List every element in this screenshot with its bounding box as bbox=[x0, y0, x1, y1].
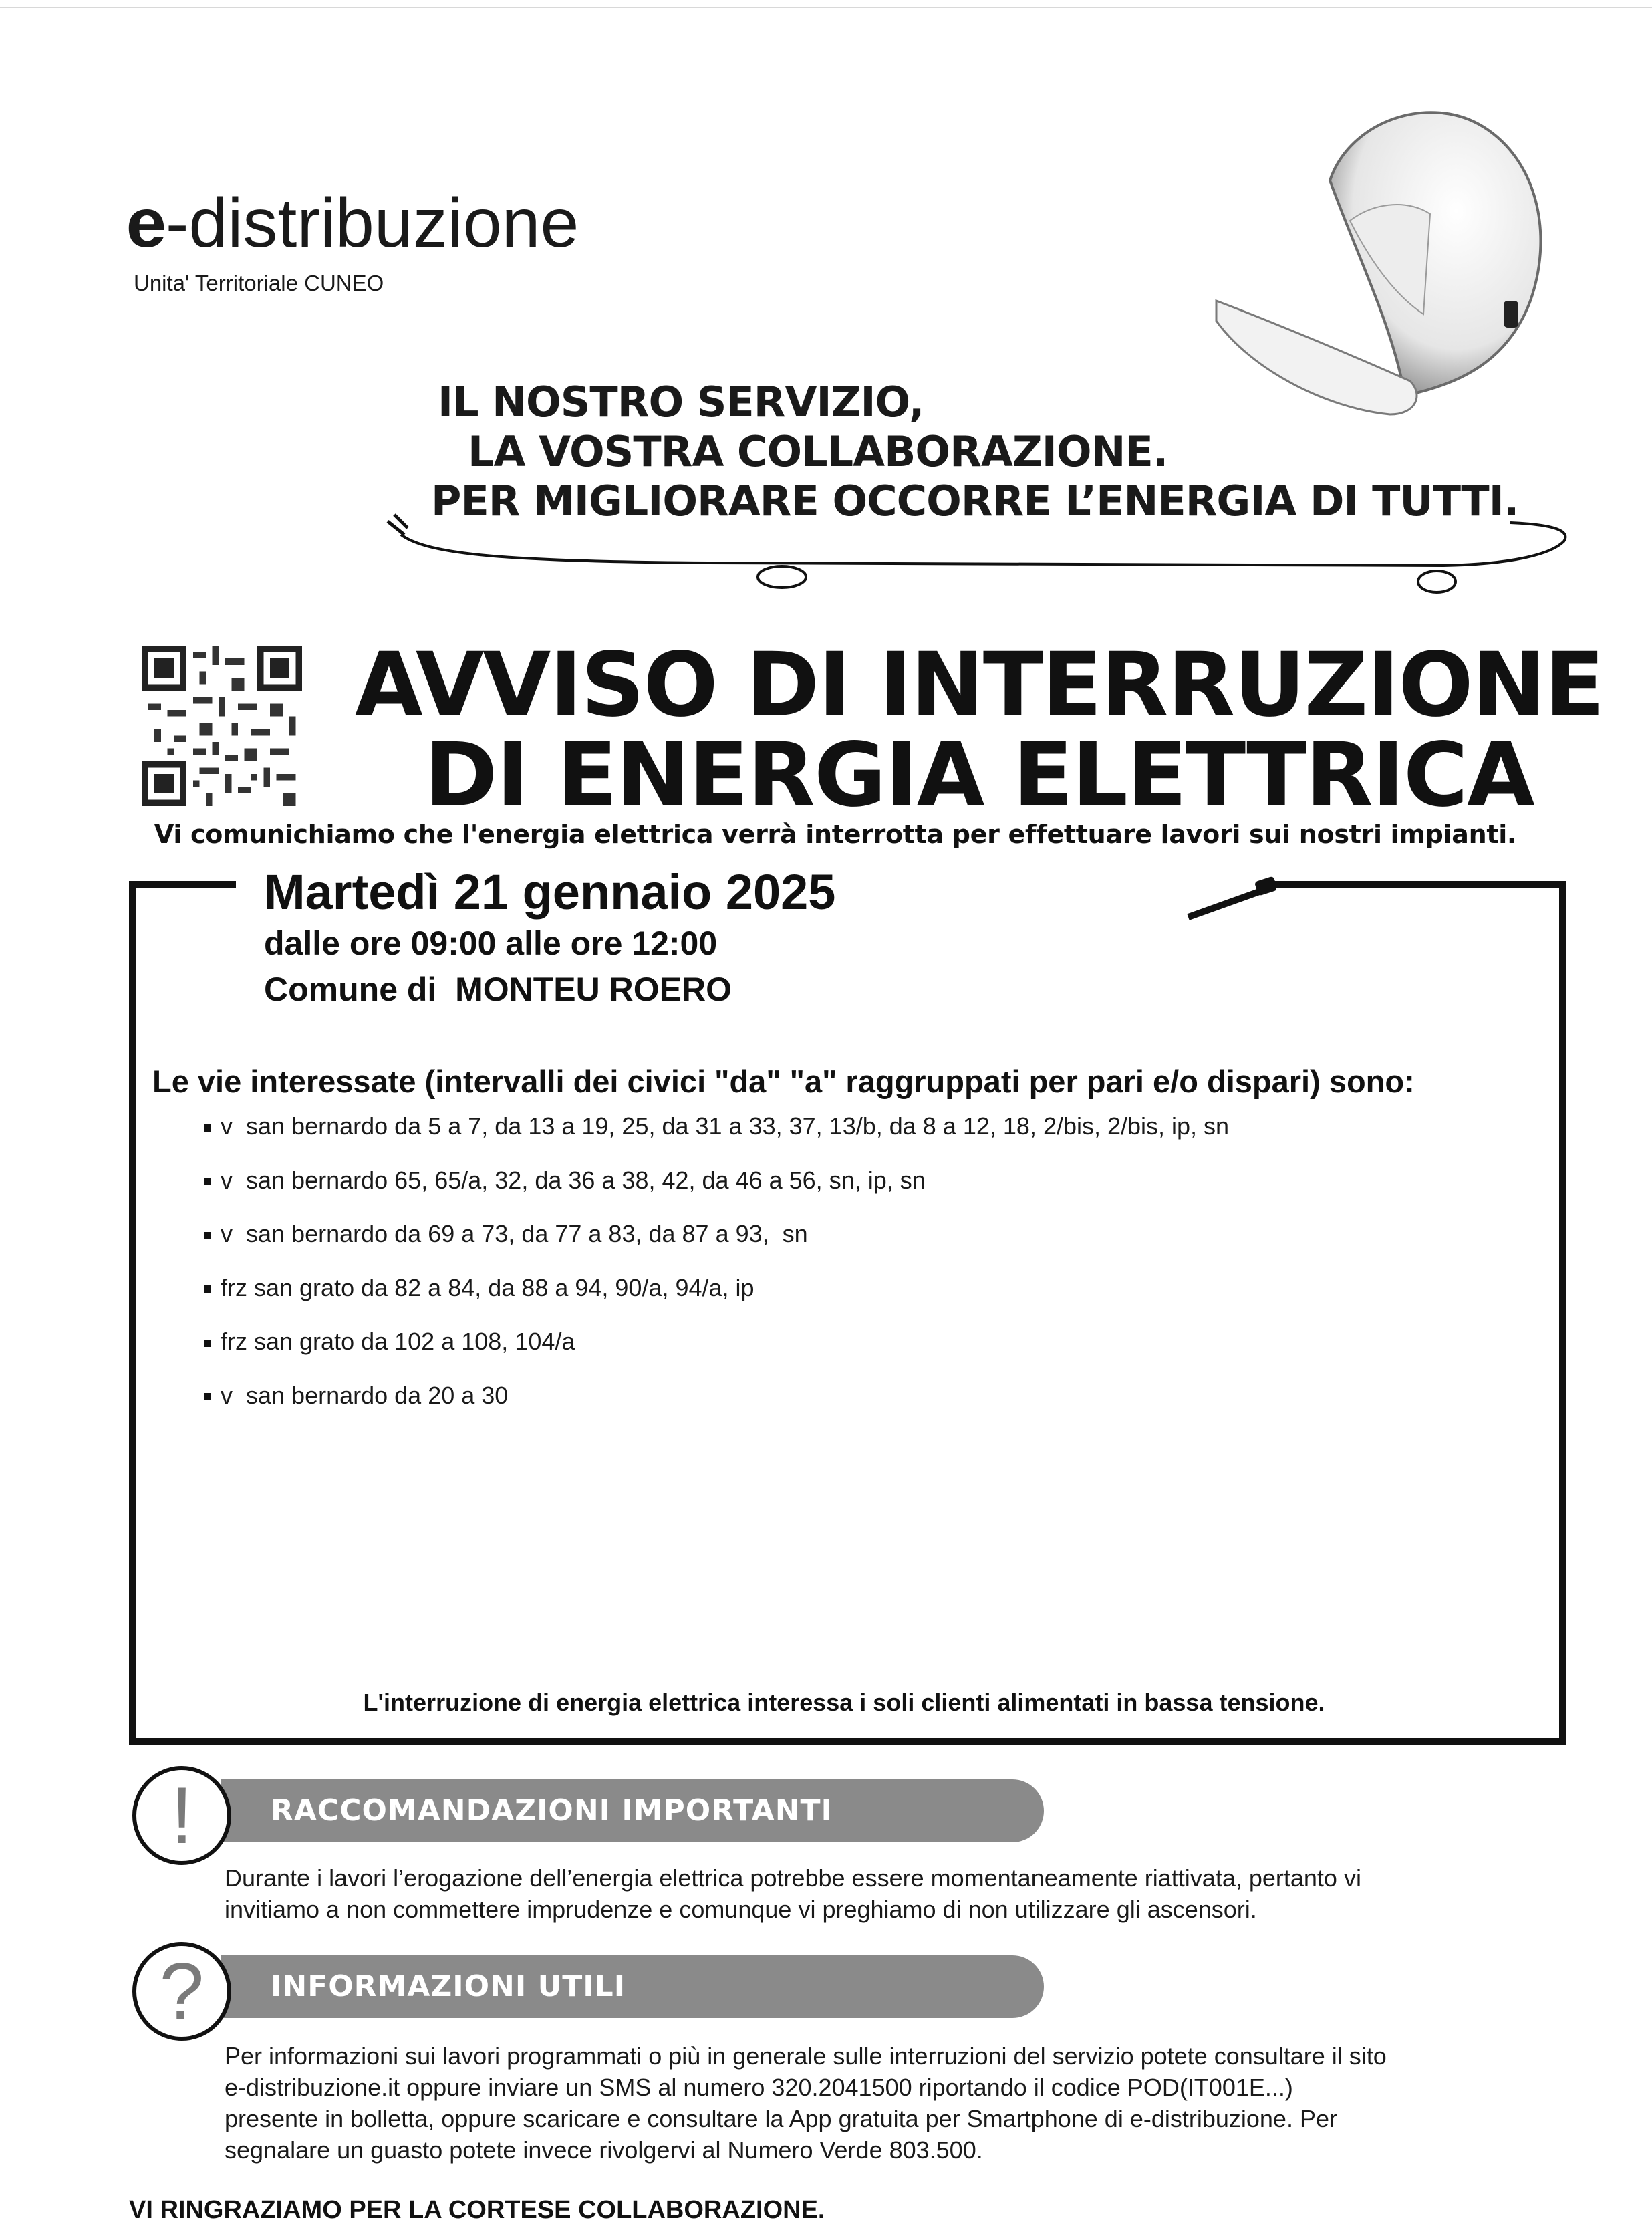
interruption-time: dalle ore 09:00 alle ore 12:00 bbox=[264, 924, 718, 962]
territorial-unit: Unita' Territoriale CUNEO bbox=[134, 271, 384, 295]
streets-title: Le vie interessate (intervalli dei civici "da" "a" raggruppati per pari e/o dispari) sono: bbox=[152, 1064, 1415, 1099]
power-cord-icon bbox=[374, 508, 1577, 608]
raccomandazioni-text bbox=[225, 1862, 1554, 1925]
bullet-icon bbox=[204, 1232, 211, 1239]
closing-thanks: VI RINGRAZIAMO PER LA CORTESE COLLABORAZIONE. bbox=[129, 2196, 825, 2224]
informazioni-line-2: e-distribuzione.it oppure inviare un SMS al numero 320.2041500 riportando il codice POD(IT001E...) bbox=[225, 2074, 1293, 2101]
intro-text: Vi comunichiamo che l'energia elettrica verrà interrotta per effettuare lavori sui nostri impianti. bbox=[154, 820, 1517, 849]
list-item bbox=[204, 1214, 1229, 1268]
raccomandazioni-line-1: Durante i lavori l’erogazione dell’energia elettrica potrebbe essere momentaneamente riattivata, pertanto vi bbox=[225, 1864, 1361, 1892]
raccomandazioni-header bbox=[221, 1779, 1044, 1842]
street-text: frz san grato da 82 a 84, da 88 a 94, 90/a, 94/a, ip bbox=[221, 1273, 754, 1301]
raccomandazioni-title: RACCOMANDAZIONI IMPORTANTI bbox=[271, 1793, 833, 1828]
logo-e-mark: e bbox=[126, 184, 167, 262]
raccomandazioni-line-2: invitiamo a non commettere imprudenze e comunque vi preghiamo di non utilizzare gli ascensori. bbox=[225, 1896, 1257, 1923]
qr-code[interactable] bbox=[142, 646, 302, 806]
street-text: v san bernardo da 20 a 30 bbox=[221, 1381, 509, 1409]
street-text: v san bernardo da 69 a 73, da 77 a 83, da 87 a 93, sn bbox=[221, 1220, 808, 1247]
list-item bbox=[204, 1322, 1229, 1376]
bullet-icon bbox=[204, 1285, 211, 1293]
slogan-line-3: PER MIGLIORARE OCCORRE L’ENERGIA DI TUTTI. bbox=[431, 477, 1519, 525]
slogan-line-2: LA VOSTRA COLLABORAZIONE. bbox=[468, 427, 1168, 476]
streets-list bbox=[204, 1106, 1229, 1429]
street-text: v san bernardo 65, 65/a, 32, da 36 a 38, 42, da 46 a 56, sn, ip, sn bbox=[221, 1166, 926, 1194]
e-distribuzione-logo bbox=[126, 184, 579, 262]
list-item bbox=[204, 1268, 1229, 1322]
notice-box-top-right bbox=[1270, 881, 1559, 888]
informazioni-title: INFORMAZIONI UTILI bbox=[271, 1969, 626, 2003]
logo-wordmark: -distribuzione bbox=[165, 184, 579, 262]
street-text: v san bernardo da 5 a 7, da 13 a 19, 25, da 31 a 33, 37, 13/b, da 8 a 12, 18, 2/bis, 2/bis, ip, sn bbox=[221, 1112, 1230, 1140]
informazioni-line-3: presente in bolletta, oppure scaricare e consultare la App gratuita per Smartphone di e-distribuzione. Per bbox=[225, 2105, 1337, 2132]
bullet-icon bbox=[204, 1393, 211, 1400]
list-item bbox=[204, 1376, 1229, 1430]
bullet-icon bbox=[204, 1340, 211, 1347]
plug-icon bbox=[1183, 876, 1276, 929]
headline-line-2: DI ENERGIA ELETTRICA bbox=[424, 724, 1534, 827]
interruption-comune: Comune di MONTEU ROERO bbox=[264, 971, 732, 1008]
headline-line-1: AVVISO DI INTERRUZIONE bbox=[354, 634, 1604, 737]
bassa-tensione-note: L'interruzione di energia elettrica interessa i soli clienti alimentati in bassa tensione. bbox=[363, 1689, 1325, 1716]
slogan bbox=[374, 378, 1597, 526]
scan-edge-line bbox=[0, 7, 1652, 8]
bullet-icon bbox=[204, 1124, 211, 1132]
street-text: frz san grato da 102 a 108, 104/a bbox=[221, 1328, 575, 1355]
informazioni-line-1: Per informazioni sui lavori programmati o più in generale sulle interruzioni del servizio potete consultare il sito bbox=[225, 2042, 1387, 2070]
slogan-line-1: IL NOSTRO SERVIZIO, bbox=[438, 378, 924, 426]
informazioni-header bbox=[221, 1955, 1044, 2018]
list-item bbox=[204, 1160, 1229, 1215]
list-item bbox=[204, 1106, 1229, 1160]
question-icon: ? bbox=[132, 1942, 231, 2041]
informazioni-text bbox=[225, 2040, 1554, 2166]
bullet-icon bbox=[204, 1178, 211, 1185]
notice-box-top-left bbox=[129, 881, 236, 888]
interruption-date: Martedì 21 gennaio 2025 bbox=[264, 864, 836, 920]
informazioni-line-4: segnalare un guasto potete invece rivolgervi al Numero Verde 803.500. bbox=[225, 2136, 983, 2164]
exclamation-icon: ! bbox=[132, 1766, 231, 1865]
